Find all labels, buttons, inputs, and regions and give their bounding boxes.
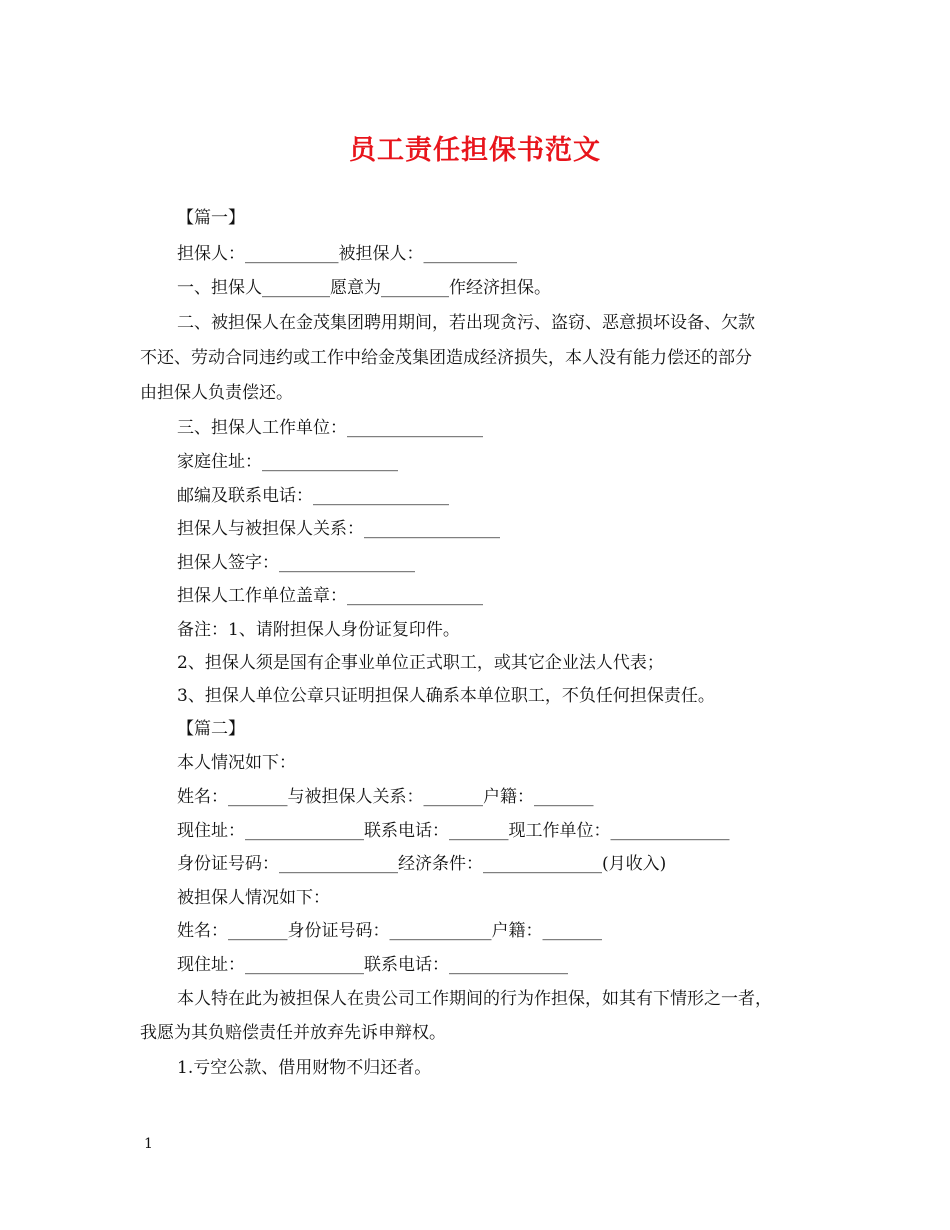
paragraph-line: 一、担保人________愿意为________作经济担保。 (177, 278, 551, 298)
document-title: 员工责任担保书范文 (349, 135, 601, 166)
section-heading-1: 【篇一】 (177, 208, 245, 228)
paragraph-line: 担保人签字：________________ (177, 553, 415, 573)
section-heading-2: 【篇二】 (177, 719, 245, 739)
paragraph-line: 被担保人情况如下： (177, 888, 330, 908)
paragraph-line: 身份证号码：______________经济条件：______________(月收入) (177, 854, 667, 874)
paragraph-line: 不还、劳动合同违约或工作中给金茂集团造成经济损失，本人没有能力偿还的部分 (140, 348, 752, 368)
paragraph-line: 姓名：_______与被担保人关系：_______户籍：_______ (177, 787, 594, 807)
paragraph-line: 现住址：______________联系电话：______________ (177, 955, 568, 975)
paragraph-line: 担保人：___________被担保人：___________ (177, 244, 517, 264)
paragraph-line: 三、担保人工作单位：________________ (177, 418, 483, 438)
paragraph-line: 邮编及联系电话：________________ (177, 486, 449, 506)
paragraph-line: 本人情况如下： (177, 753, 296, 773)
paragraph-line: 1.亏空公款、借用财物不归还者。 (177, 1058, 432, 1078)
paragraph-line: 2、担保人须是国有企事业单位正式职工，或其它企业法人代表； (177, 653, 664, 673)
paragraph-line: 本人特在此为被担保人在贵公司工作期间的行为作担保，如其有下情形之一者， (177, 989, 772, 1009)
paragraph-line: 现住址：______________联系电话：_______现工作单位：______________ (177, 821, 730, 841)
paragraph-line: 家庭住址：________________ (177, 452, 398, 472)
paragraph-line: 我愿为其负赔偿责任并放弃先诉申辩权。 (140, 1023, 446, 1043)
paragraph-line: 姓名：_______身份证号码：____________户籍：_______ (177, 921, 602, 941)
paragraph-line: 3、担保人单位公章只证明担保人确系本单位职工，不负任何担保责任。 (177, 686, 715, 706)
paragraph-line: 担保人与被担保人关系：________________ (177, 519, 500, 539)
paragraph-line: 由担保人负责偿还。 (140, 383, 293, 403)
paragraph-line: 备注：1、请附担保人身份证复印件。 (177, 620, 460, 640)
paragraph-line: 二、被担保人在金茂集团聘用期间，若出现贪污、盗窃、恶意损坏设备、欠款 (177, 313, 755, 333)
page-number: 1 (144, 1136, 153, 1152)
paragraph-line: 担保人工作单位盖章：________________ (177, 586, 483, 606)
